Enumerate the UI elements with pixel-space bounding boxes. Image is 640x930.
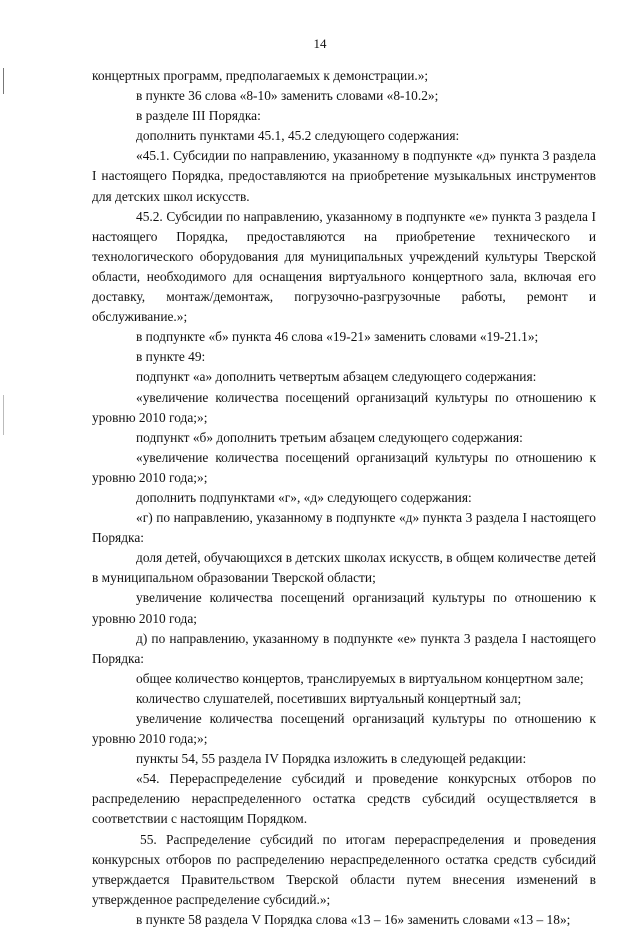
paragraph: в пункте 36 слова «8-10» заменить словами «8-10.2»; — [136, 88, 439, 104]
paragraph: 55. Распределение субсидий по итогам перераспределения и проведения конкурсных отборов по распределению нераспределенного остатка средств субсидий утверждается Правительством Тверской области путем внесения изменений в утвержденное распределение субсидий.»; — [92, 831, 596, 907]
margin-mark — [3, 68, 4, 94]
paragraph: «54. Перераспределение субсидий и проведение конкурсных отборов по распределению нераспределенного остатка средств субсидий осуществляется в соответствии с настоящим Порядком. — [92, 771, 596, 827]
paragraph: дополнить пунктами 45.1, 45.2 следующего содержания: — [136, 128, 460, 144]
paragraph: концертных программ, предполагаемых к демонстрации.»; — [92, 68, 429, 83]
paragraph: подпункт «а» дополнить четвертым абзацем следующего содержания: — [136, 369, 537, 385]
margin-mark — [3, 395, 4, 435]
paragraph: в пункте 49: — [136, 349, 206, 365]
document-body — [92, 66, 596, 930]
paragraph: в разделе III Порядка: — [136, 108, 261, 124]
paragraph: доля детей, обучающихся в детских школах искусств, в общем количестве детей в муниципальном образовании Тверской области; — [92, 550, 596, 586]
page-number: 14 — [313, 36, 327, 51]
paragraph: увеличение количества посещений организаций культуры по отношению к уровню 2010 года; — [92, 590, 596, 626]
paragraph: д) по направлению, указанному в подпункте «е» пункта 3 раздела I настоящего Порядка: — [92, 630, 596, 666]
paragraph: увеличение количества посещений организаций культуры по отношению к уровню 2010 года;»; — [92, 711, 596, 747]
paragraph: дополнить подпунктами «г», «д» следующего содержания: — [136, 489, 472, 505]
paragraph: «увеличение количества посещений организаций культуры по отношению к уровню 2010 года;»; — [92, 389, 596, 425]
paragraph: в пункте 58 раздела V Порядка слова «13 – 16» заменить словами «13 – 18»; — [136, 911, 571, 927]
paragraph: «45.1. Субсидии по направлению, указанному в подпункте «д» пункта 3 раздела I настоящего Порядка, предоставляются на приобретение музыкальных инструментов для детских школ искусств. — [92, 148, 596, 204]
paragraph: подпункт «б» дополнить третьим абзацем следующего содержания: — [136, 429, 523, 445]
paragraph: в подпункте «б» пункта 46 слова «19-21» заменить словами «19-21.1»; — [136, 329, 539, 345]
paragraph: общее количество концертов, транслируемых в виртуальном концертном зале; — [136, 670, 584, 686]
paragraph: пункты 54, 55 раздела IV Порядка изложить в следующей редакции: — [136, 751, 527, 767]
paragraph: «увеличение количества посещений организаций культуры по отношению к уровню 2010 года;»; — [92, 449, 596, 485]
paragraph: 45.2. Субсидии по направлению, указанному в подпункте «е» пункта 3 раздела I настоящего Порядка, предоставляются на приобретение технического и технологического оборудования для муниципальных учреждений культуры Тверской области, необходимого для оснащения виртуального концертного зала, включая его доставку, монтаж/демонтаж, погрузочно-разгрузочные работы, ремонт и обслуживание.»; — [92, 208, 596, 325]
paragraph: «г) по направлению, указанному в подпункте «д» пункта 3 раздела I настоящего Порядка: — [92, 510, 596, 546]
paragraph: количество слушателей, посетивших виртуальный концертный зал; — [136, 690, 522, 706]
